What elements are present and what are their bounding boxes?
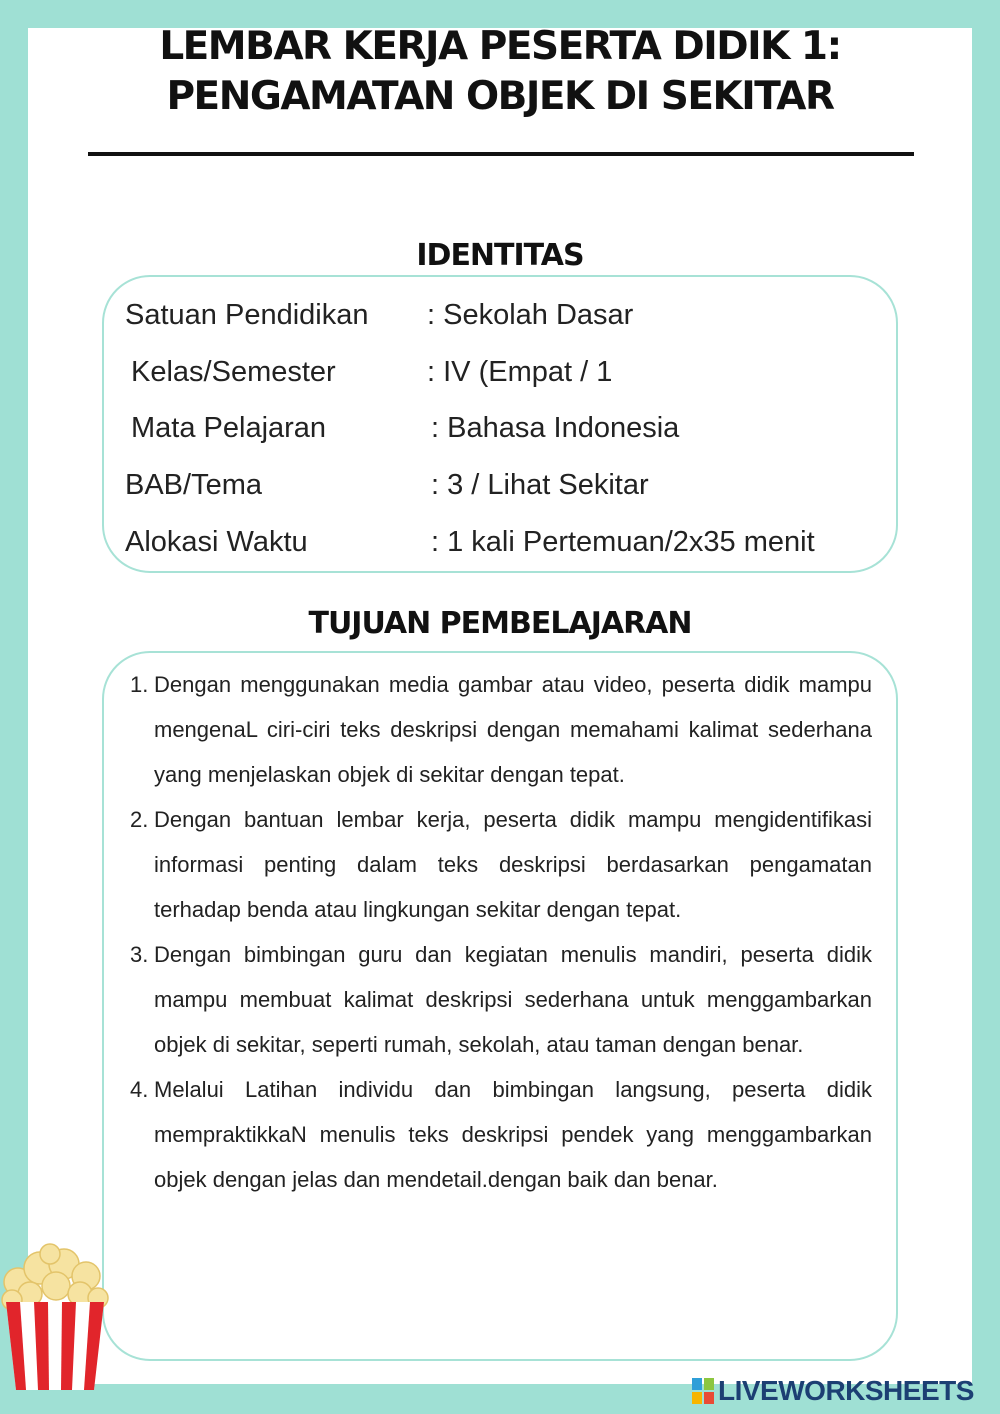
identitas-value: : Sekolah Dasar [427,299,634,331]
title-line-2: PENGAMATAN OBJEK DI SEKITAR [166,74,834,119]
identitas-value: : Bahasa Indonesia [431,412,680,444]
identitas-value: : 3 / Lihat Sekitar [431,469,649,501]
page-title [0,22,1000,122]
identitas-heading: IDENTITAS [416,238,584,273]
goal-number: 3. [130,942,149,967]
liveworksheets-logo-icon [692,1378,714,1404]
goal-text: Dengan menggunakan media gambar atau video, peserta didik mampu mengenaL ciri-ciri teks deskripsi dengan memahami kalimat sederhana yang menjelaskan objek di sekitar dengan tepat. [154,672,872,787]
goal-number: 4. [130,1077,149,1102]
tujuan-heading: TUJUAN PEMBELAJARAN [308,606,692,641]
goal-number: 2. [130,807,149,832]
brand-text: LIVEWORKSHEETS [718,1375,974,1406]
popcorn-bucket-icon [0,1240,110,1390]
identitas-label: Satuan Pendidikan [125,299,369,331]
goals-list [130,662,872,1202]
identitas-label: Kelas/Semester [131,356,336,388]
identitas-value: : 1 kali Pertemuan/2x35 menit [431,526,815,558]
identitas-box [102,275,898,573]
goal-text: Melalui Latihan individu dan bimbingan langsung, peserta didik mempraktikkaN menulis teks deskripsi pendek yang menggambarkan objek dengan jelas dan mendetail.dengan baik dan benar. [154,1077,872,1192]
goal-item [130,662,872,797]
title-line-1: LEMBAR KERJA PESERTA DIDIK 1: [159,24,841,69]
goal-text: Dengan bimbingan guru dan kegiatan menulis mandiri, peserta didik mampu membuat kalimat deskripsi sederhana untuk menggambarkan objek di sekitar, seperti rumah, sekolah, atau taman dengan benar. [154,942,872,1057]
goal-number: 1. [130,672,149,697]
liveworksheets-brand [692,1374,974,1408]
goal-text: Dengan bantuan lembar kerja, peserta didik mampu mengidentifikasi informasi penting dalam teks deskripsi berdasarkan pengamatan terhadap benda atau lingkungan sekitar dengan tepat. [154,807,872,922]
title-underline [88,152,914,156]
identitas-label: BAB/Tema [125,469,262,501]
goal-item [130,797,872,932]
goal-item [130,932,872,1067]
identitas-label: Alokasi Waktu [125,526,308,558]
goal-item [130,1067,872,1202]
identitas-label: Mata Pelajaran [131,412,327,444]
identitas-value: : IV (Empat / 1 [427,356,613,388]
